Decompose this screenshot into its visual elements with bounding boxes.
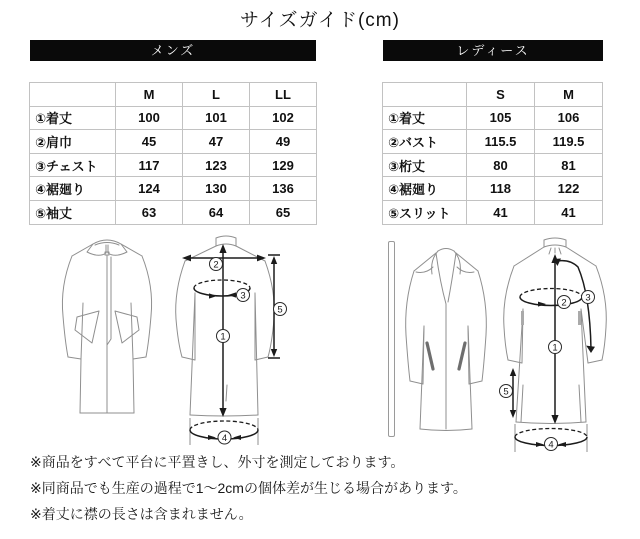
size-value: 118 — [467, 177, 535, 201]
table-header-row — [383, 83, 603, 107]
column-header — [30, 83, 116, 107]
measure-marker-2 — [558, 296, 571, 309]
size-value: 63 — [116, 200, 183, 224]
measure-marker-5 — [274, 303, 287, 316]
measure-marker-label: 1 — [552, 342, 558, 354]
table-row — [30, 177, 317, 201]
shoulder-width-arrow — [182, 255, 266, 262]
size-value: 80 — [467, 153, 535, 177]
measure-marker-label: 2 — [561, 297, 567, 309]
side-welt-left — [521, 311, 524, 325]
measure-marker-label: 3 — [585, 292, 591, 304]
measure-marker-1 — [217, 330, 230, 343]
measure-marker-label: 4 — [548, 439, 554, 451]
table-row — [383, 106, 603, 130]
size-value: 81 — [535, 153, 603, 177]
body-length-arrow — [551, 254, 558, 424]
size-value: 106 — [535, 106, 603, 130]
row-label: ③チェスト — [30, 153, 116, 177]
row-label: ①着丈 — [30, 106, 116, 130]
page-title: サイズガイド(cm) — [240, 10, 400, 31]
mens-section-header — [30, 40, 316, 61]
size-value: 47 — [183, 130, 250, 154]
measure-marker-label: 3 — [240, 290, 246, 302]
mens-size-table — [29, 82, 317, 225]
ladies-section-label: レディース — [456, 43, 530, 58]
size-value: 101 — [183, 106, 250, 130]
measure-marker-3 — [582, 291, 595, 304]
ladies-front-coat-figure — [396, 240, 494, 436]
column-header — [383, 83, 467, 107]
size-value: 45 — [116, 130, 183, 154]
row-label: ⑤スリット — [383, 200, 467, 224]
size-value: 129 — [250, 153, 317, 177]
measure-marker-4 — [218, 431, 231, 444]
row-label: ④裾廻り — [383, 177, 467, 201]
bust-girth-arrow — [520, 289, 582, 307]
size-value: 119.5 — [535, 130, 603, 154]
table-row — [383, 177, 603, 201]
row-label: ⑤袖丈 — [30, 200, 116, 224]
measure-marker-3 — [237, 289, 250, 302]
row-label: ①着丈 — [383, 106, 467, 130]
size-value: 41 — [535, 200, 603, 224]
table-row — [30, 106, 317, 130]
table-row — [383, 200, 603, 224]
column-header: M — [116, 83, 183, 107]
welt-pocket-right — [459, 343, 465, 369]
size-value: 115.5 — [467, 130, 535, 154]
measure-marker-2 — [210, 258, 223, 271]
side-welt-right — [578, 311, 581, 325]
note-line: ※着丈に襟の長さは含まれません。 — [30, 506, 253, 522]
measure-marker-label: 4 — [221, 432, 228, 444]
measurement-notes — [30, 449, 467, 527]
size-value: 122 — [535, 177, 603, 201]
row-label: ②肩巾 — [30, 130, 116, 154]
ladies-belt-figure — [388, 241, 395, 437]
size-value: 49 — [250, 130, 317, 154]
ladies-size-table — [382, 82, 603, 225]
size-value: 117 — [116, 153, 183, 177]
pocket-flap-right — [115, 311, 139, 343]
welt-pocket-left — [427, 343, 433, 369]
ladies-back-coat-measure-figure — [494, 233, 636, 459]
measure-marker-label: 2 — [213, 259, 219, 271]
table-row — [30, 200, 317, 224]
table-row — [30, 153, 317, 177]
mens-section-label: メンズ — [150, 43, 196, 58]
pocket-flap-left — [75, 311, 99, 343]
ladies-section-header — [383, 40, 603, 61]
measure-marker-label: 5 — [277, 304, 283, 316]
size-value: 123 — [183, 153, 250, 177]
row-label: ②バスト — [383, 130, 467, 154]
column-header: L — [183, 83, 250, 107]
note-line: ※同商品でも生産の過程で1～2cmの個体差が生じる場合があります。 — [30, 480, 467, 496]
row-label: ④裾廻り — [30, 177, 116, 201]
size-value: 105 — [467, 106, 535, 130]
measure-marker-1 — [549, 341, 562, 354]
row-label: ③桁丈 — [383, 153, 467, 177]
table-row — [30, 130, 317, 154]
table-row — [383, 153, 603, 177]
column-header: S — [467, 83, 535, 107]
mens-back-coat-measure-figure — [168, 231, 304, 457]
size-value: 100 — [116, 106, 183, 130]
size-value: 65 — [250, 200, 317, 224]
measure-marker-label: 5 — [503, 386, 509, 398]
size-value: 64 — [183, 200, 250, 224]
size-value: 136 — [250, 177, 317, 201]
column-header: M — [535, 83, 603, 107]
measure-marker-label: 1 — [220, 331, 226, 343]
note-line: ※商品をすべて平台に平置きし、外寸を測定しております。 — [30, 454, 405, 470]
measure-marker-5 — [500, 385, 513, 398]
column-header: LL — [250, 83, 317, 107]
size-value: 41 — [467, 200, 535, 224]
mens-front-coat-figure — [46, 231, 166, 419]
measure-marker-4 — [545, 438, 558, 451]
table-header-row — [30, 83, 317, 107]
size-value: 130 — [183, 177, 250, 201]
table-row — [383, 130, 603, 154]
size-value: 124 — [116, 177, 183, 201]
size-value: 102 — [250, 106, 317, 130]
